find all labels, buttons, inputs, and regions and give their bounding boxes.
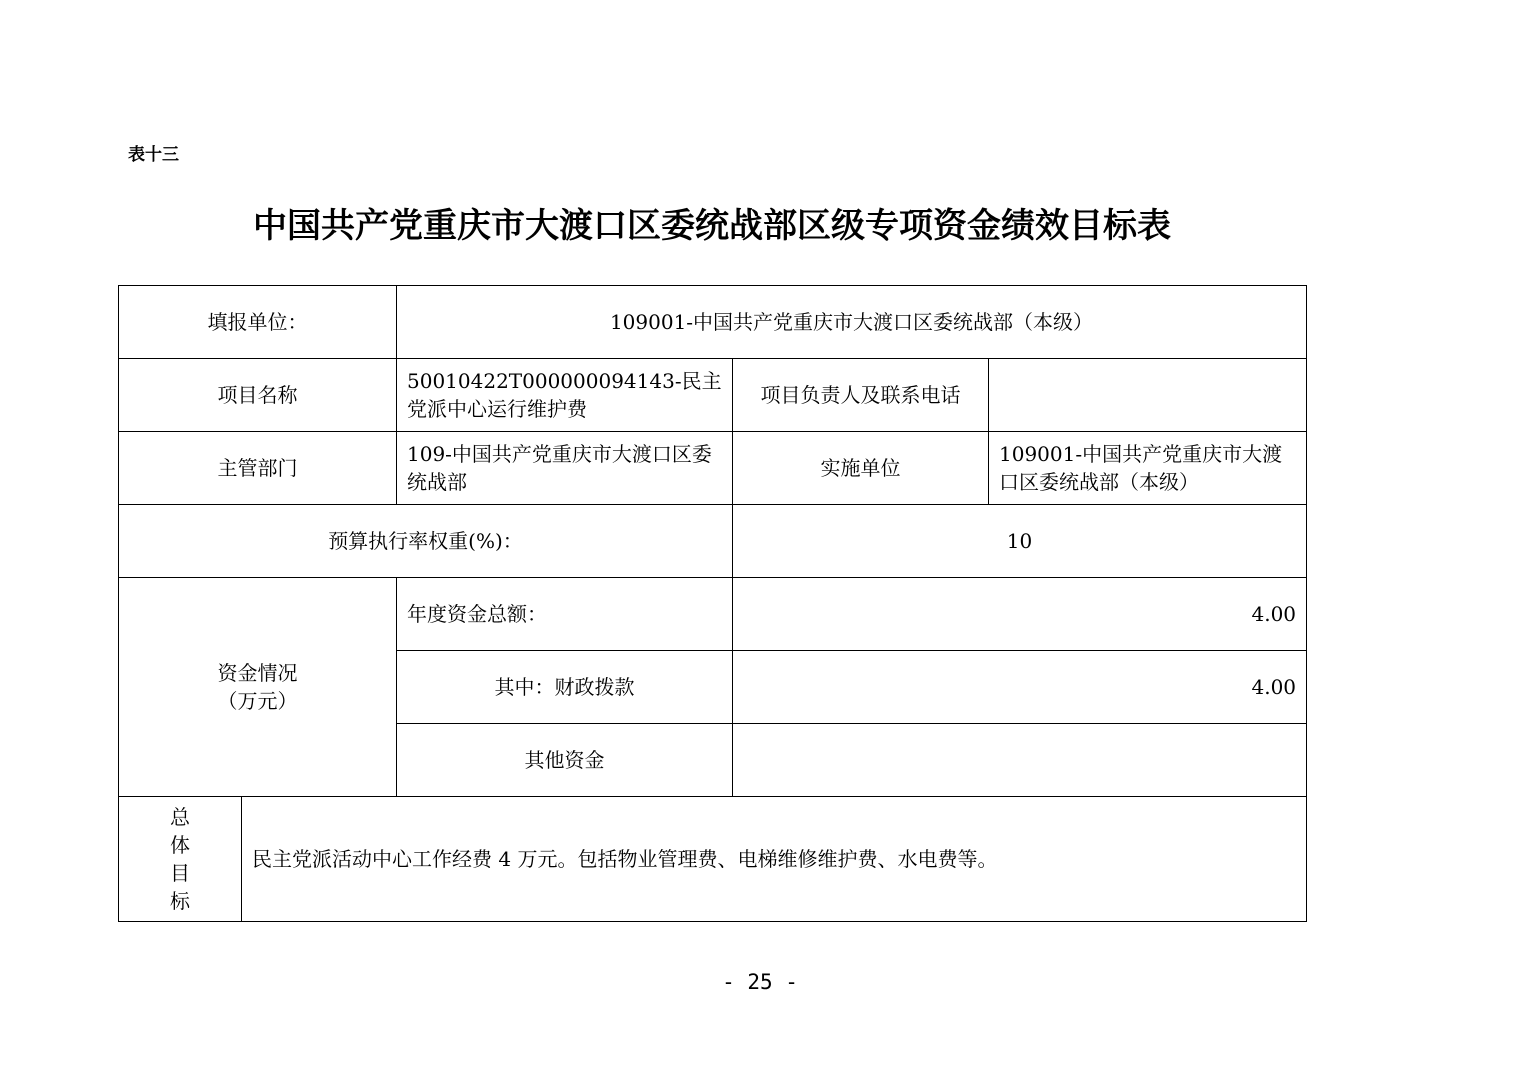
table-label: 表十三 [128,145,179,165]
budget-weight-label: 预算执行率权重(%)： [119,505,733,578]
funds-label-line2: （万元） [217,689,298,713]
project-leader-value [989,359,1307,432]
page-number: - 25 - [722,970,798,994]
overall-goal-label [119,797,242,922]
reporting-unit-label: 填报单位： [119,286,397,359]
reporting-unit-value: 109001-中国共产党重庆市大渡口区委统战部（本级） [397,286,1307,359]
dept-label: 主管部门 [119,432,397,505]
fiscal-label: 其中：财政拨款 [397,651,733,724]
other-funds-label: 其他资金 [397,724,733,797]
overall-goal-label-char: 总 [170,805,190,829]
impl-unit-value: 109001-中国共产党重庆市大渡口区委统战部（本级） [989,432,1307,505]
project-name-value: 50010422T000000094143-民主党派中心运行维护费 [397,359,733,432]
page-title: 中国共产党重庆市大渡口区委统战部区级专项资金绩效目标表 [253,206,1171,246]
budget-weight-value: 10 [733,505,1307,578]
table-row [119,505,1307,578]
table-row [119,797,1307,922]
project-leader-label: 项目负责人及联系电话 [733,359,989,432]
other-funds-value [733,724,1307,797]
overall-goal-value: 民主党派活动中心工作经费 4 万元。包括物业管理费、电梯维修维护费、水电费等。 [242,797,1307,922]
dept-value: 109-中国共产党重庆市大渡口区委统战部 [397,432,733,505]
table-row [119,359,1307,432]
funds-label-line1: 资金情况 [217,661,298,685]
table-row [119,432,1307,505]
table-row [119,286,1307,359]
overall-goal-label-char: 体 [170,833,190,857]
table-row [119,578,1307,651]
fiscal-value: 4.00 [733,651,1307,724]
overall-goal-label-char: 标 [170,889,190,913]
project-name-label: 项目名称 [119,359,397,432]
funds-label [119,578,397,797]
impl-unit-label: 实施单位 [733,432,989,505]
performance-goal-table [118,285,1307,922]
annual-total-value: 4.00 [733,578,1307,651]
annual-total-label: 年度资金总额： [397,578,733,651]
overall-goal-label-char: 目 [170,861,190,885]
